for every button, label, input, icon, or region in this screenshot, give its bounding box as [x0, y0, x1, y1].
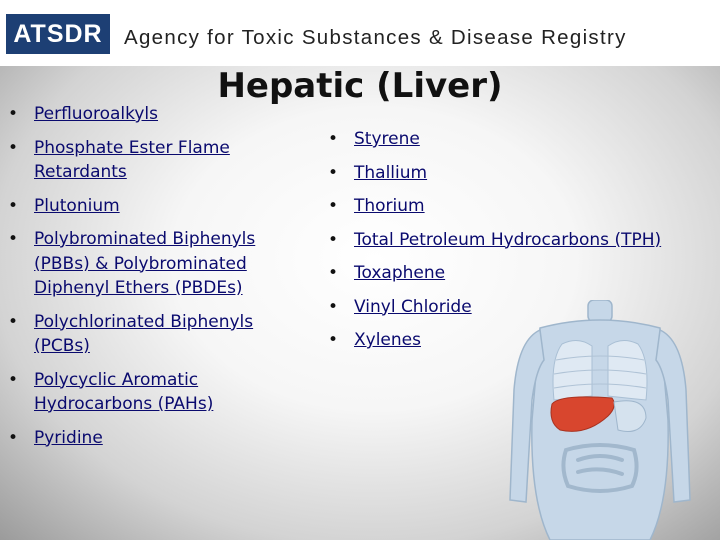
substance-link[interactable]: Vinyl Chloride [354, 296, 472, 317]
substance-link[interactable]: Phosphate Ester Flame Retardants [34, 137, 230, 182]
list-item[interactable] [8, 368, 308, 417]
substance-link[interactable]: Xylenes [354, 330, 421, 350]
list-item[interactable] [328, 228, 668, 253]
substance-link[interactable]: Pyridine [34, 427, 103, 448]
slide-title: Hepatic (Liver) [217, 66, 503, 106]
substance-link[interactable]: Styrene [354, 129, 420, 149]
substance-link[interactable]: Total Petroleum Hydrocarbons (TPH) [354, 229, 662, 250]
substance-link[interactable]: Polychlorinated Biphenyls (PCBs) [34, 311, 254, 356]
substance-link[interactable]: Polybrominated Biphenyls (PBBs) & Polybrominated Diphenyl Ethers (PBDEs) [34, 229, 256, 298]
human-body-liver-icon [500, 300, 700, 540]
list-item[interactable] [8, 102, 308, 127]
left-substance-list [8, 102, 308, 459]
list-item[interactable] [328, 261, 668, 286]
substance-link[interactable]: Toxaphene [354, 263, 446, 283]
substance-link[interactable]: Plutonium [34, 195, 120, 216]
substance-link[interactable]: Thallium [354, 162, 428, 183]
list-item[interactable] [8, 227, 308, 301]
agency-name: Agency for Toxic Substances & Disease Registry [124, 26, 627, 49]
substance-link[interactable]: Polycyclic Aromatic Hydrocarbons (PAHs) [34, 369, 214, 414]
substance-link[interactable]: Thorium [354, 196, 425, 216]
header-banner [0, 0, 720, 66]
list-item[interactable] [8, 194, 308, 219]
list-item[interactable] [328, 194, 668, 219]
substance-link[interactable]: Perfluoroalkyls [34, 104, 159, 124]
list-item[interactable] [8, 310, 308, 359]
list-item[interactable] [8, 426, 308, 451]
list-item[interactable] [328, 127, 668, 152]
list-item[interactable] [8, 136, 308, 185]
list-item[interactable] [328, 161, 668, 186]
atsdr-logo: ATSDR [6, 14, 110, 54]
